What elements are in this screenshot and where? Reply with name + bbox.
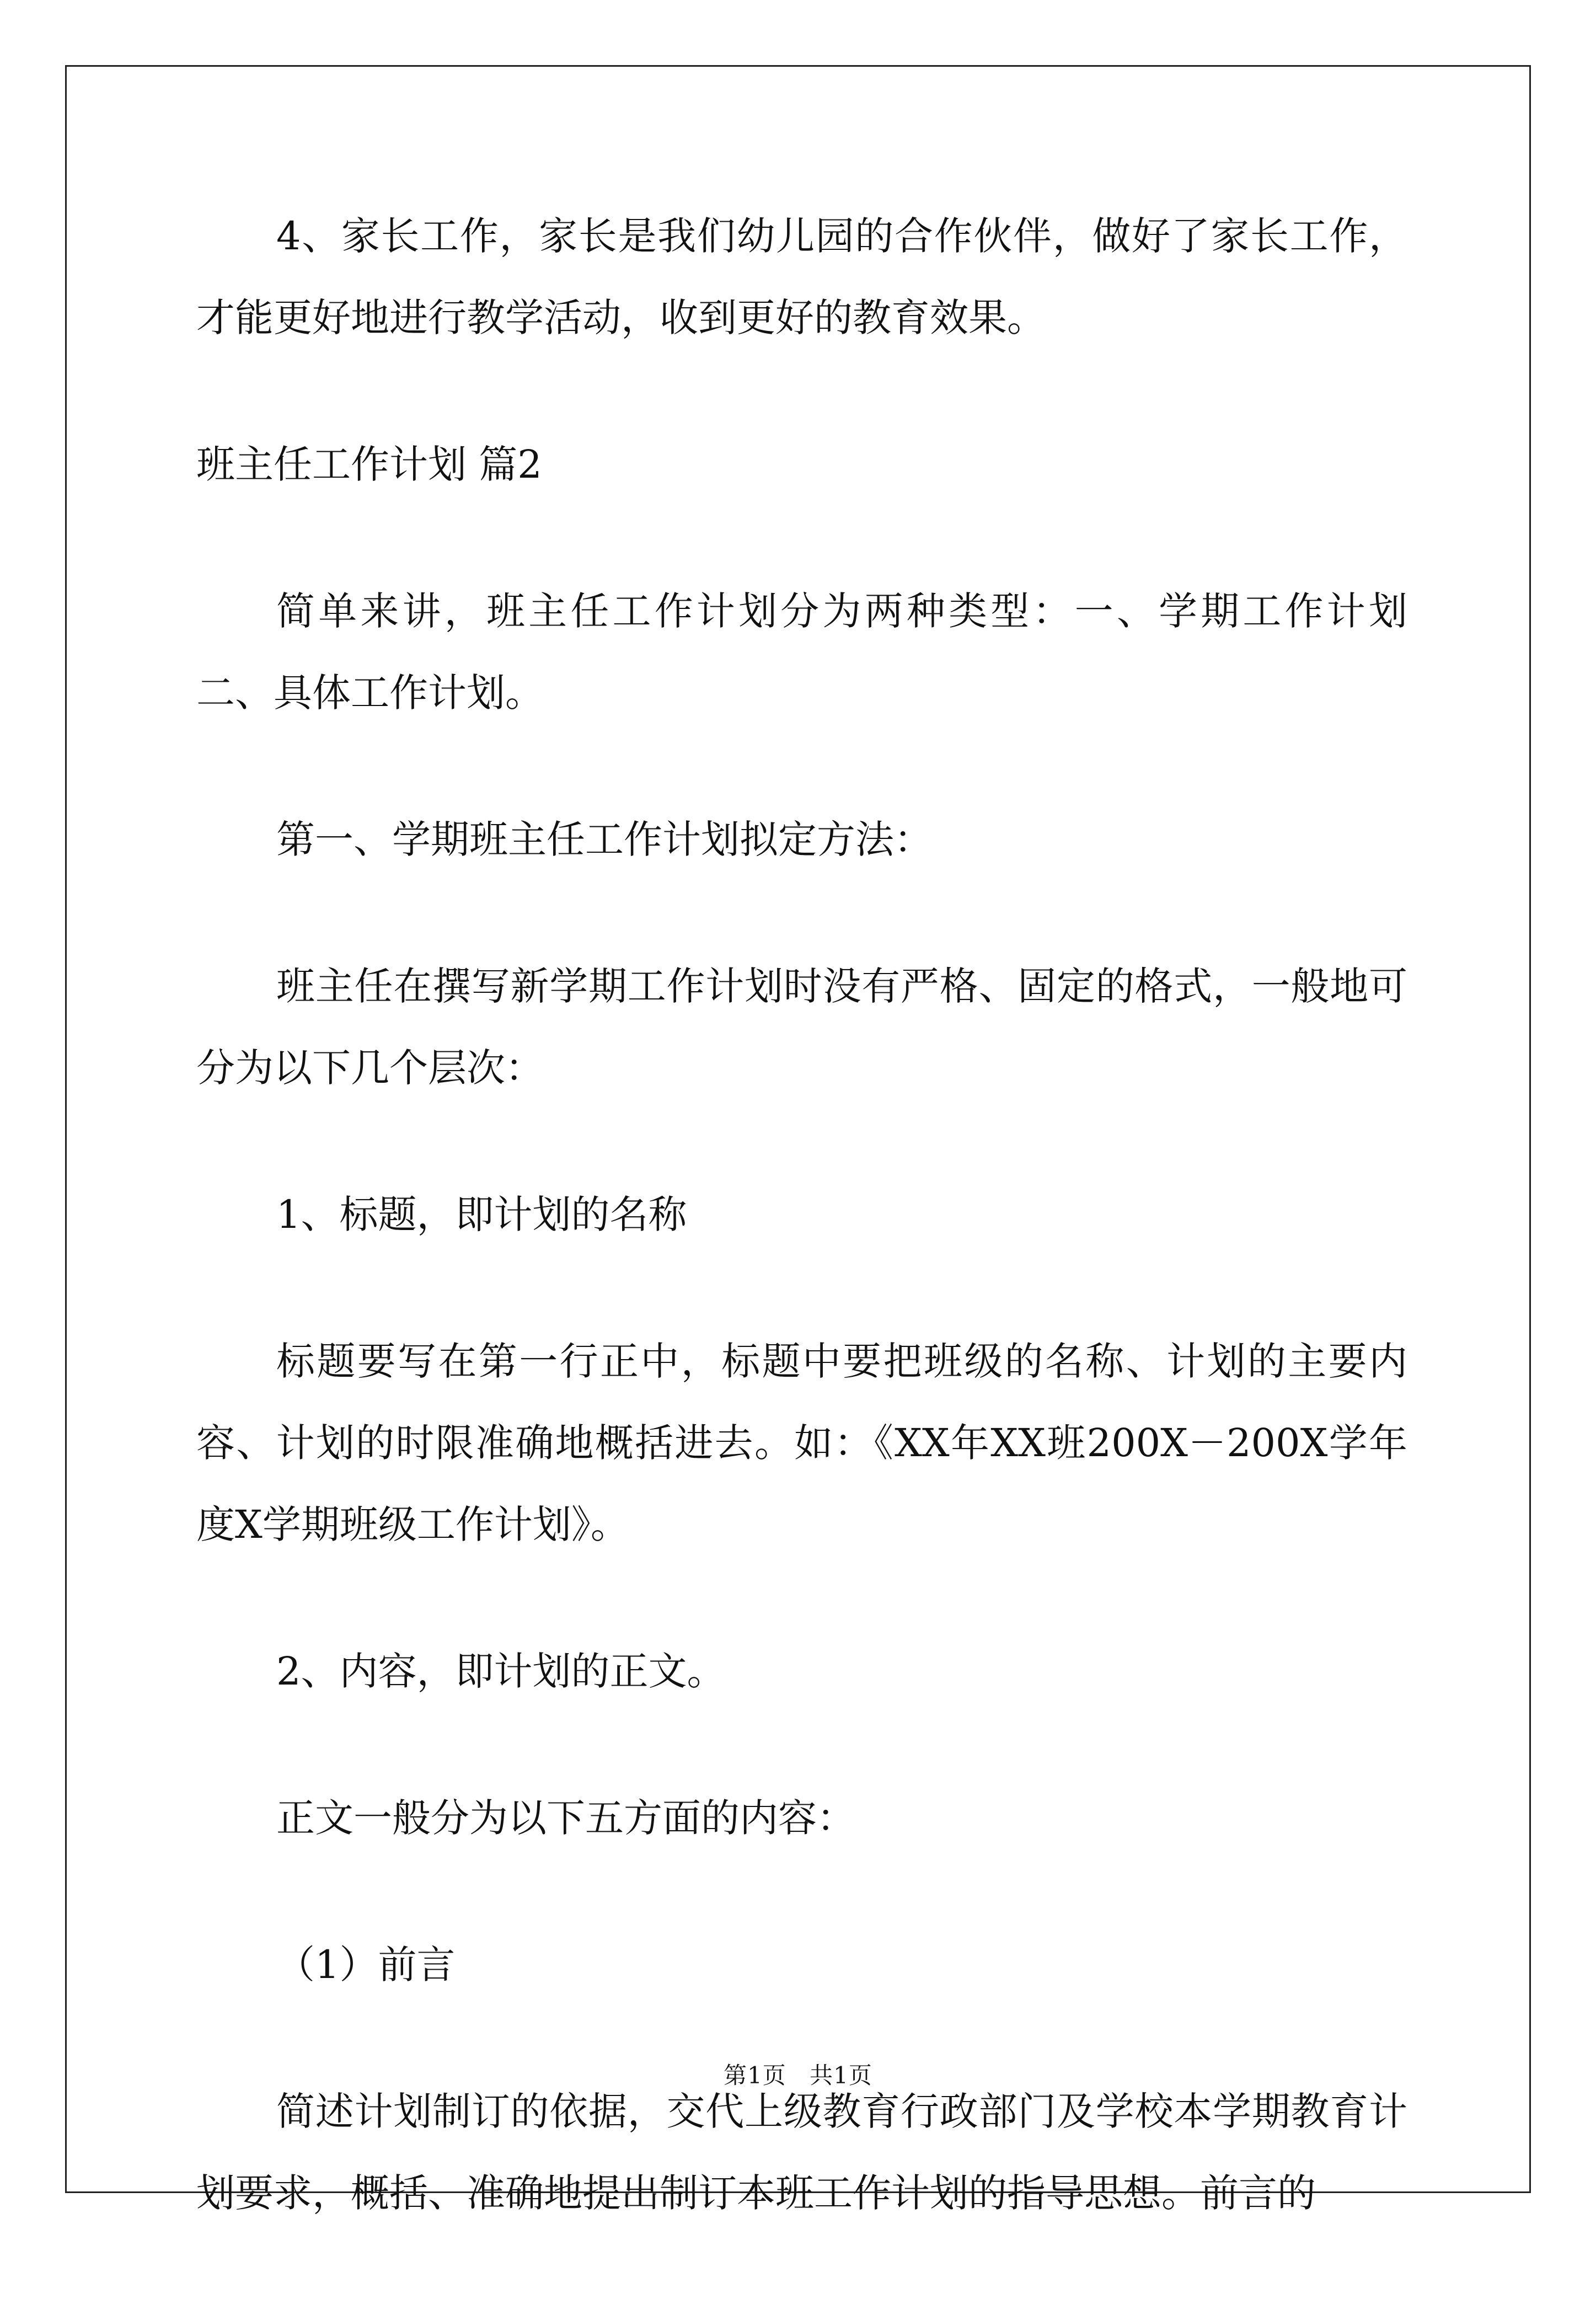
paragraph-title-item: 1、标题，即计划的名称 <box>276 1192 687 1237</box>
paragraph-title-detail: 标题要写在第一行正中，标题中要把班级的名称、计划的主要内容、计划的时限准确地概括进去。如：《XX年XX班200X－200X学年度X学期班级工作计划》。 <box>196 1339 1407 1547</box>
page-total: 共1页 <box>810 2062 872 2089</box>
paragraph-parent-work: 4、家长工作，家长是我们幼儿园的合作伙伴，做好了家长工作，才能更好地进行教学活动，收到更好的教育效果。 <box>196 213 1407 340</box>
document-body <box>196 195 1407 2299</box>
paragraph-preface-detail: 简述计划制订的依据，交代上级教育行政部门及学校本学期教育计划要求，概括、准确地提出制订本班工作计划的指导思想。前言的 <box>196 2089 1407 2216</box>
page-number: 第1页 <box>724 2062 786 2089</box>
paragraph-format: 班主任在撰写新学期工作计划时没有严格、固定的格式，一般地可分为以下几个层次： <box>196 964 1407 1090</box>
section-heading: 班主任工作计划 篇2 <box>196 442 542 487</box>
paragraph-method-title: 第一、学期班主任工作计划拟定方法： <box>276 817 933 862</box>
paragraph-content-parts: 正文一般分为以下五方面的内容： <box>276 1795 855 1841</box>
paragraph-plan-types: 简单来讲，班主任工作计划分为两种类型：一、学期工作计划 二、具体工作计划。 <box>196 589 1407 715</box>
paragraph-content-item: 2、内容，即计划的正文。 <box>276 1649 726 1694</box>
paragraph-preface-item: （1）前言 <box>276 1942 456 1987</box>
page-footer <box>0 2057 1596 2091</box>
